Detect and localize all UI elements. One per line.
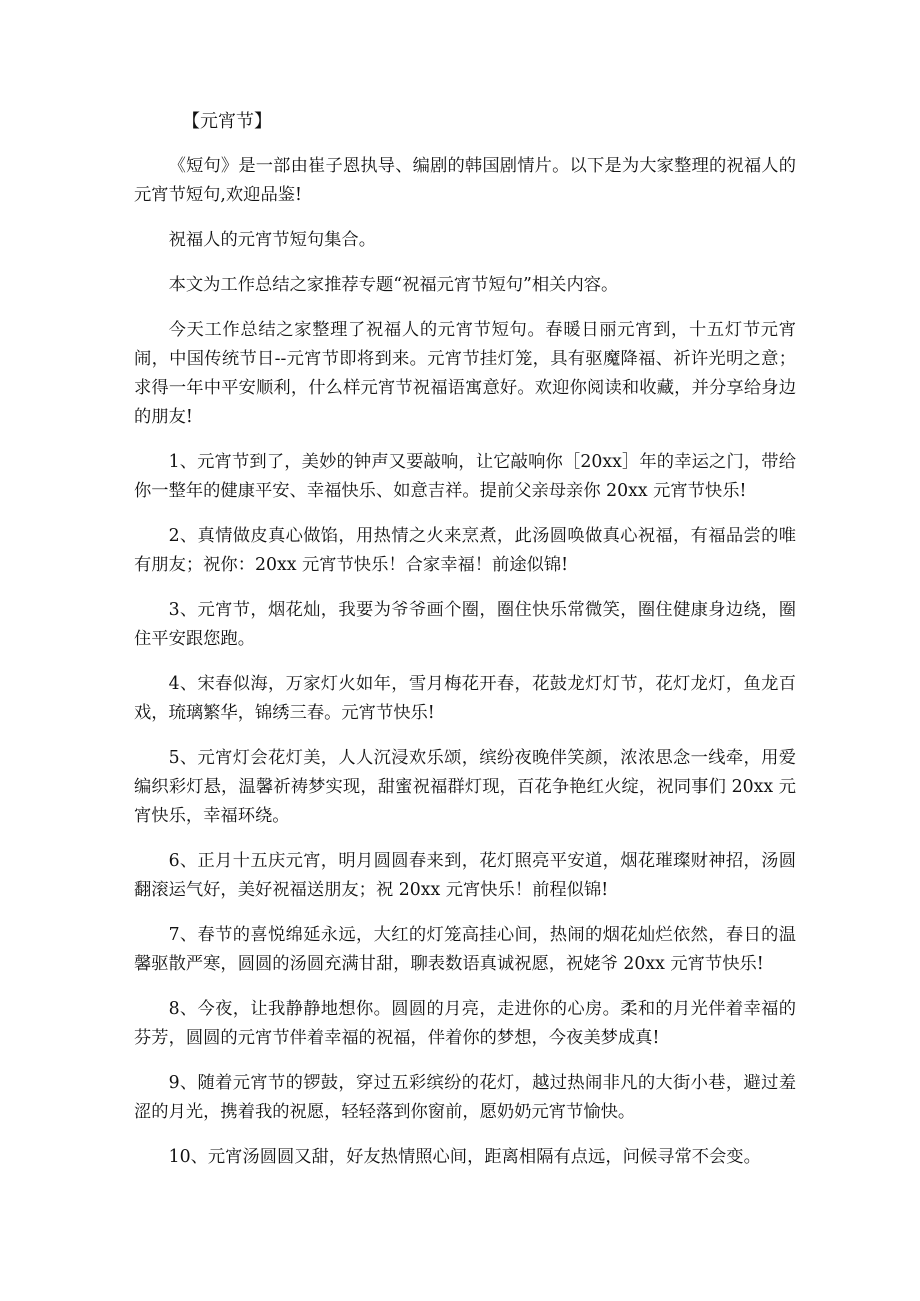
paragraph-item-9: 9、随着元宵节的锣鼓，穿过五彩缤纷的花灯，越过热闹非凡的大街小巷，避过羞涩的月光，携着我的祝愿，轻轻落到你窗前，愿奶奶元宵节愉快。: [134, 1073, 796, 1122]
paragraph-item-10: 10、元宵汤圆圆又甜，好友热情照心间，距离相隔有点远，问候寻常不会变。: [168, 1147, 761, 1167]
paragraph-topic-note: 本文为工作总结之家推荐专题“祝福元宵节短句”相关内容。: [168, 275, 619, 295]
paragraph-item-5: 5、元宵灯会花灯美，人人沉浸欢乐颂，缤纷夜晚伴笑颜，浓浓思念一线牵，用爱编织彩灯悬，温馨祈祷梦实现，甜蜜祝福群灯现，百花争艳红火绽，祝同事们 20xx 元宵快乐，幸福环绕。: [134, 748, 796, 826]
paragraph-item-3: 3、元宵节，烟花灿，我要为爷爷画个圈，圈住快乐常微笑，圈住健康身边绕，圈住平安跟您跑。: [134, 600, 796, 649]
document-title: 【元宵节】: [182, 111, 272, 132]
paragraph-item-4: 4、宋春似海，万家灯火如年，雪月梅花开春，花鼓龙灯灯节，花灯龙灯，鱼龙百戏，琉璃繁华，锦绣三春。元宵节快乐!: [134, 674, 796, 723]
paragraph-summary: 今天工作总结之家整理了祝福人的元宵节短句。春暖日丽元宵到，十五灯节元宵闹，中国传统节日--元宵节即将到来。元宵节挂灯笼，具有驱魔降福、祈许光明之意；求得一年中平安顺利，什么样元宵节祝福语寓意好。欢迎你阅读和收藏，并分享给身边的朋友!: [134, 320, 796, 427]
paragraph-intro: 《短句》是一部由崔子恩执导、编剧的韩国剧情片。以下是为大家整理的祝福人的元宵节短句,欢迎品鉴!: [134, 156, 796, 205]
paragraph-item-8: 8、今夜，让我静静地想你。圆圆的月亮，走进你的心房。柔和的月光伴着幸福的芬芳，圆圆的元宵节伴着幸福的祝福，伴着你的梦想，今夜美梦成真!: [134, 999, 796, 1048]
paragraph-item-1: 1、元宵节到了，美妙的钟声又要敲响，让它敲响你［20xx］年的幸运之门，带给你一整年的健康平安、幸福快乐、如意吉祥。提前父亲母亲你 20xx 元宵节快乐!: [134, 452, 796, 501]
paragraph-item-2: 2、真情做皮真心做馅，用热情之火来烹煮，此汤圆唤做真心祝福，有福品尝的唯有朋友；祝你：20xx 元宵节快乐！合家幸福！前途似锦!: [134, 526, 796, 575]
paragraph-item-6: 6、正月十五庆元宵，明月圆圆春来到，花灯照亮平安道，烟花璀璨财神招，汤圆翻滚运气好，美好祝福送朋友；祝 20xx 元宵快乐！前程似锦!: [134, 851, 796, 900]
paragraph-item-7: 7、春节的喜悦绵延永远，大红的灯笼高挂心间，热闹的烟花灿烂依然，春日的温馨驱散严寒，圆圆的汤圆充满甘甜，聊表数语真诚祝愿，祝姥爷 20xx 元宵节快乐!: [134, 925, 796, 974]
paragraph-collection-title: 祝福人的元宵节短句集合。: [168, 230, 376, 250]
document-body: [134, 152, 796, 1188]
